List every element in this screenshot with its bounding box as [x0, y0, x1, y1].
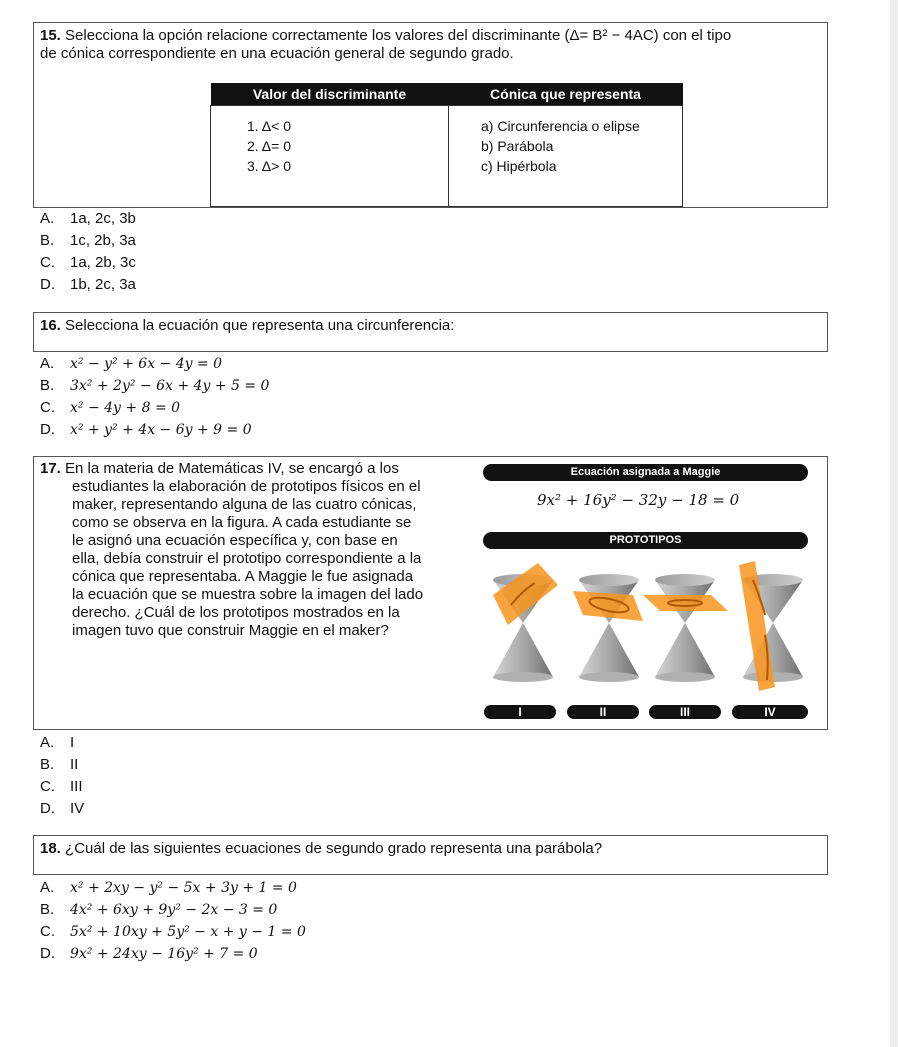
prototype-label-4: IV: [732, 705, 808, 719]
option-text: III: [70, 778, 83, 795]
option-equation: x² + 2xy − y² − 5x + 3y + 1 = 0: [70, 880, 297, 896]
option-equation: x² + y² + 4x − 6y + 9 = 0: [70, 422, 252, 438]
q18-text: ¿Cuál de las siguientes ecuaciones de segundo grado representa una parábola?: [65, 840, 603, 857]
q15-text-line1: Selecciona la opción relacione correctamente los valores del discriminante (Δ= B² − 4AC) con el tipo: [65, 27, 732, 44]
q17-line: la ecuación que se muestra sobre la imagen del lado: [72, 586, 424, 603]
q15-question: [40, 27, 825, 63]
option-letter: C.: [40, 778, 55, 795]
prototype-2-cone: [573, 574, 643, 682]
discriminant-table: [210, 83, 683, 207]
q16-option-c[interactable]: [40, 399, 180, 417]
option-letter: D.: [40, 276, 55, 293]
option-equation: 3x² + 2y² − 6x + 4y + 5 = 0: [70, 378, 270, 394]
table-left-1: 1. Δ< 0: [247, 118, 291, 134]
q17-line: imagen tuvo que construir Maggie en el maker?: [72, 622, 389, 639]
option-letter: B.: [40, 232, 55, 249]
q17-line: maker, representando alguna de las cuatro cónicas,: [72, 496, 417, 513]
q16-option-b[interactable]: [40, 377, 269, 395]
q17-question: [40, 460, 470, 640]
table-right-c: c) Hipérbola: [481, 158, 557, 174]
option-letter: C.: [40, 923, 55, 940]
table-right-a: a) Circunferencia o elipse: [481, 118, 640, 134]
q16-number: 16.: [40, 317, 61, 334]
prototype-label-3: III: [649, 705, 721, 719]
page-edge: [890, 0, 898, 1047]
table-left-2: 2. Δ= 0: [247, 138, 291, 154]
q17-option-c[interactable]: [40, 778, 83, 796]
q18-question: [40, 840, 602, 858]
option-text: 1b, 2c, 3a: [70, 276, 136, 293]
q15-option-a[interactable]: [40, 210, 136, 228]
prototype-label-1: I: [484, 705, 556, 719]
q15-option-c[interactable]: [40, 254, 136, 272]
option-letter: D.: [40, 421, 55, 438]
q17-line: estudiantes la elaboración de prototipos físicos en el: [72, 478, 421, 495]
option-text: 1a, 2b, 3c: [70, 254, 136, 271]
q17-line: le asignó una ecuación específica y, con base en: [72, 532, 398, 549]
q17-option-b[interactable]: [40, 756, 78, 774]
q18-number: 18.: [40, 840, 61, 857]
prototype-1-cone: [493, 563, 558, 682]
option-equation: 5x² + 10xy + 5y² − x + y − 1 = 0: [70, 924, 306, 940]
prototype-4-cone: [739, 561, 803, 691]
q18-option-c[interactable]: [40, 923, 306, 941]
option-letter: D.: [40, 800, 55, 817]
option-letter: A.: [40, 355, 55, 372]
option-equation: 9x² + 24xy − 16y² + 7 = 0: [70, 946, 258, 962]
table-right-b: b) Parábola: [481, 138, 554, 154]
table-header-conic: Cónica que representa: [449, 83, 683, 106]
q18-option-d[interactable]: [40, 945, 258, 963]
prototypes-figure: [483, 555, 813, 695]
option-text: 1a, 2c, 3b: [70, 210, 136, 227]
option-letter: A.: [40, 879, 55, 896]
option-letter: B.: [40, 377, 55, 394]
q17-option-d[interactable]: [40, 800, 84, 818]
q16-option-d[interactable]: [40, 421, 252, 439]
table-left-3: 3. Δ> 0: [247, 158, 291, 174]
option-letter: A.: [40, 734, 55, 751]
q17-line: cónica que representaba. A Maggie le fue asignada: [72, 568, 414, 585]
q17-line: ella, debía construir el prototipo correspondiente a la: [72, 550, 422, 567]
q18-option-a[interactable]: [40, 879, 297, 897]
option-letter: B.: [40, 756, 55, 773]
q16-option-a[interactable]: [40, 355, 222, 373]
option-text: II: [70, 756, 79, 773]
assigned-equation: 9x² + 16y² − 32y − 18 = 0: [537, 491, 740, 509]
option-letter: D.: [40, 945, 55, 962]
q15-text-line2: de cónica correspondiente en una ecuación general de segundo grado.: [40, 45, 514, 62]
option-letter: B.: [40, 901, 55, 918]
option-letter: A.: [40, 210, 55, 227]
q18-option-b[interactable]: [40, 901, 277, 919]
option-equation: 4x² + 6xy + 9y² − 2x − 3 = 0: [70, 902, 278, 918]
assigned-equation-header: Ecuación asignada a Maggie: [483, 464, 808, 481]
q17-line: derecho. ¿Cuál de los prototipos mostrados en la: [72, 604, 400, 621]
option-text: I: [70, 734, 75, 751]
prototypes-header: PROTOTIPOS: [483, 532, 808, 549]
option-equation: x² − 4y + 8 = 0: [70, 400, 181, 416]
q16-text: Selecciona la ecuación que representa una circunferencia:: [65, 317, 455, 334]
prototype-3-cone: [643, 574, 728, 682]
q17-line: En la materia de Matemáticas IV, se encargó a los: [65, 460, 399, 477]
option-letter: C.: [40, 254, 55, 271]
prototype-label-2: II: [567, 705, 639, 719]
q17-option-a[interactable]: [40, 734, 74, 752]
q17-number: 17.: [40, 460, 61, 477]
q15-option-d[interactable]: [40, 276, 136, 294]
option-letter: C.: [40, 399, 55, 416]
option-equation: x² − y² + 6x − 4y = 0: [70, 356, 223, 372]
q17-line: como se observa en la figura. A cada estudiante se: [72, 514, 412, 531]
option-text: IV: [70, 800, 85, 817]
q15-number: 15.: [40, 27, 61, 44]
q15-option-b[interactable]: [40, 232, 136, 250]
table-header-discriminant: Valor del discriminante: [211, 83, 449, 106]
option-text: 1c, 2b, 3a: [70, 232, 136, 249]
q16-question: [40, 317, 454, 335]
